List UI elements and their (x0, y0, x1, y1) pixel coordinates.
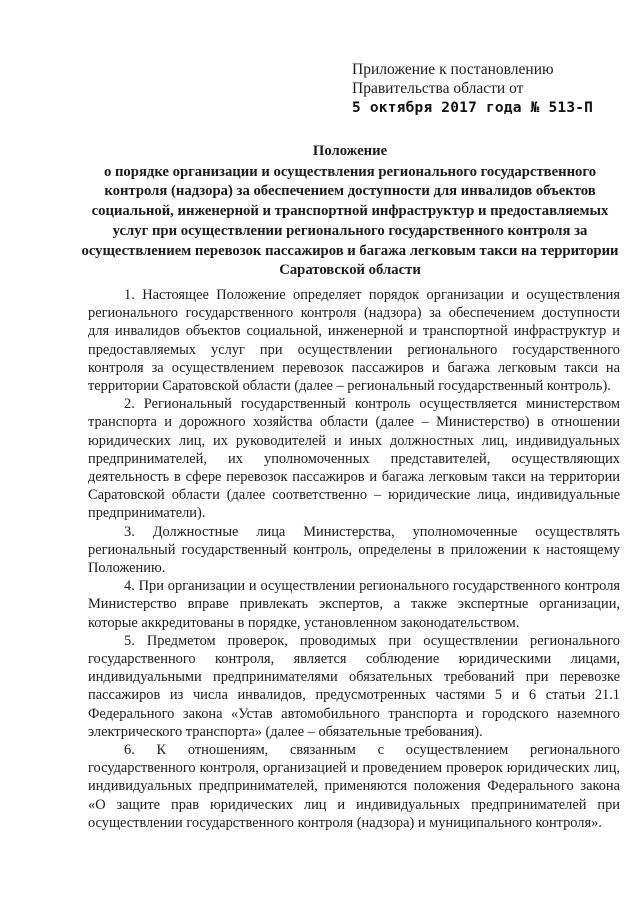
annex-line-2: Правительства области от (352, 80, 524, 97)
title-subtitle: о порядке организации и осуществления регионального государственного контроля (надзора) за обеспечением доступности для инвалидов объектов социальной, инженерной и транспортной инфраструктур и предоставляемых услуг при осуществлении регионального государственного контроля за осуществлением перевозок пассажиров и багажа легковым такси на территории Саратовской области (81, 163, 619, 279)
annex-line-1: Приложение к постановлению (352, 61, 554, 78)
paragraph-3: 3. Должностные лица Министерства, уполномоченные осуществлять региональный государственный контроль, определены в приложении к настоящему Положению. (88, 523, 620, 577)
paragraph-1: 1. Настоящее Положение определяет порядок организации и осуществления регионального государственного контроля (надзора) за обеспечением доступности для инвалидов объектов социальной, инженерной и транспортной инфраструктур и предоставляемых услуг при осуществлении регионального государственного контроля за осуществлением перевозок пассажиров и багажа легковым такси на территории Саратовской области (далее – региональный государственный контроль). (88, 287, 620, 395)
document-body (88, 286, 620, 832)
document-title (80, 142, 620, 281)
annex-header (352, 60, 612, 118)
date-number-stamp: 5 октября 2017 года № 513-П (352, 100, 594, 116)
paragraph-4: 4. При организации и осуществлении регионального государственного контроля Министерство вправе привлекать экспертов, а также экспертные организации, которые аккредитованы в порядке, установленном законодательством. (88, 578, 620, 631)
paragraph-6: 6. К отношениям, связанным с осуществлением регионального государственного контроля, организацией и проведением проверок юридических лиц, индивидуальных предпринимателей, применяются положения Федерального закона «О защите прав юридических лиц и индивидуальных предпринимателей при осуществлении государственного контроля (надзора) и муниципального контроля». (88, 742, 620, 831)
paragraph-2: 2. Региональный государственный контроль осуществляется министерством транспорта и дорожного хозяйства области (далее – Министерство) в отношении юридических лиц, их руководителей и иных должностных лиц, индивидуальных предпринимателей, их уполномоченных представителей, осуществляющих деятельность в сфере перевозок пассажиров и багажа легковым такси на территории Саратовской области (далее соответственно – юридические лица, индивидуальные предприниматели). (88, 396, 620, 522)
paragraph-5: 5. Предметом проверок, проводимых при осуществлении регионального государственного контроля, является соблюдение юридическими лицами, индивидуальными предпринимателями обязательных требований при перевозке пассажиров из числа инвалидов, предусмотренных частями 5 и 6 статьи 21.1 Федерального закона «Устав автомобильного транспорта и городского наземного электрического транспорта» (далее – обязательные требования). (88, 632, 620, 740)
title-heading: Положение (312, 143, 388, 159)
